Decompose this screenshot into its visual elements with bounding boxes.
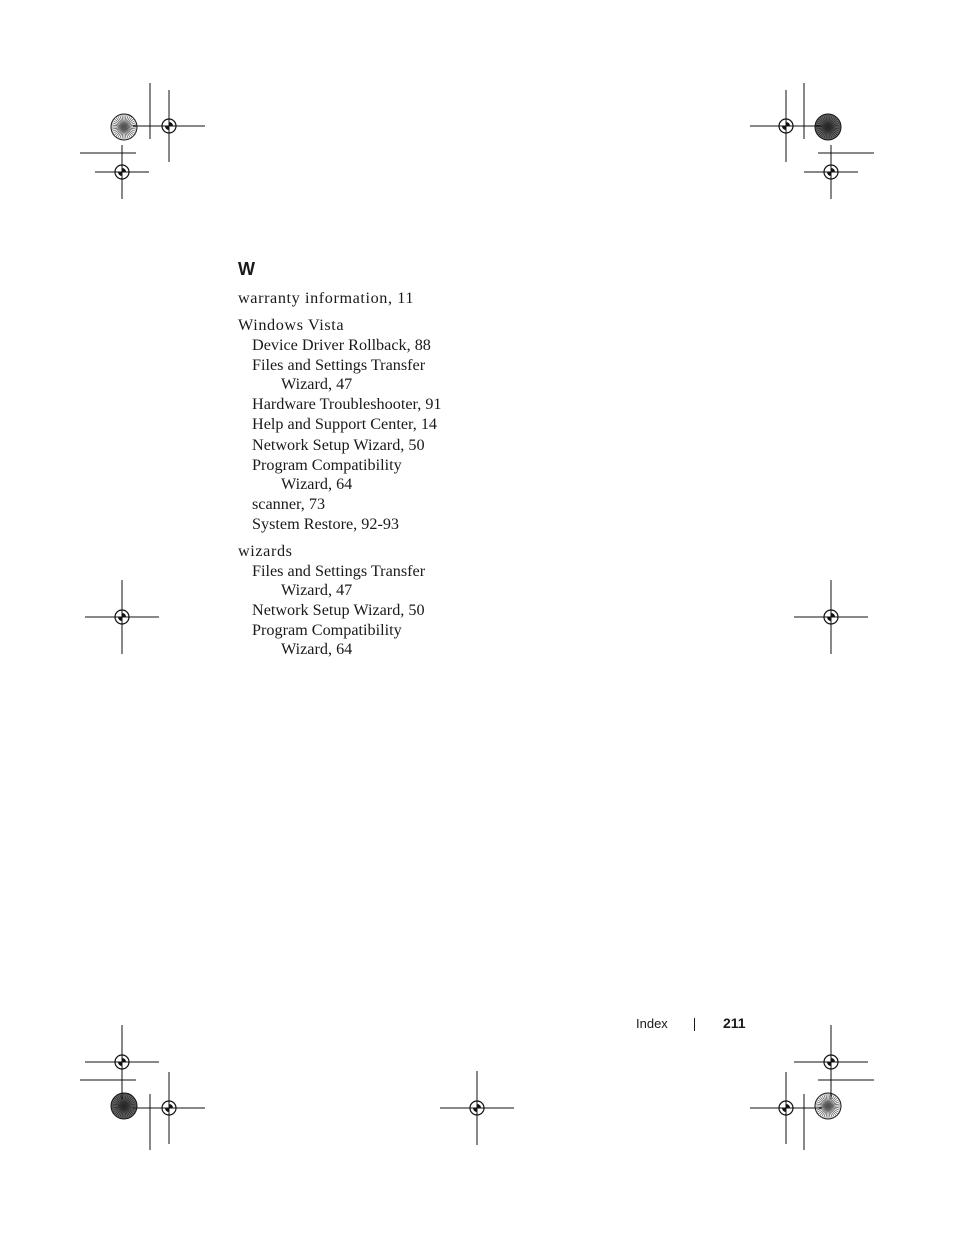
registration-target-icon [85, 1025, 159, 1099]
registration-target-icon [750, 1072, 822, 1144]
index-entry-warranty-information: warranty information, 11 [238, 289, 415, 307]
color-starburst-icon [111, 1093, 137, 1119]
registration-target-icon [85, 580, 159, 654]
index-entry-windows-vista: Windows Vista [238, 316, 345, 334]
registration-target-icon [133, 90, 205, 162]
index-subentry-continuation: Wizard, 47 [281, 375, 353, 393]
footer-divider [694, 1018, 695, 1031]
index-subentry-scanner: scanner, 73 [252, 495, 326, 513]
index-entry-wizards: wizards [238, 542, 293, 560]
index-subentry-continuation: Wizard, 47 [281, 581, 353, 599]
registration-target-icon [794, 580, 868, 654]
page-number: 211 [723, 1015, 746, 1031]
color-starburst-icon [815, 1093, 841, 1119]
color-starburst-icon [815, 114, 841, 140]
index-subentry-continuation: Wizard, 64 [281, 640, 353, 658]
index-section-letter: W [238, 259, 255, 279]
index-subentry-system-restore: System Restore, 92-93 [252, 515, 400, 533]
registration-target-icon [794, 1025, 868, 1099]
registration-target-icon [133, 1072, 205, 1144]
index-subentry-network-setup-wizard: Network Setup Wizard, 50 [252, 601, 425, 619]
index-subentry-files-settings-transfer: Files and Settings Transfer [252, 562, 426, 580]
index-subentry-files-settings-transfer: Files and Settings Transfer [252, 356, 426, 374]
index-subentry-device-driver-rollback: Device Driver Rollback, 88 [252, 336, 431, 354]
index-subentry-program-compatibility: Program Compatibility [252, 456, 402, 474]
footer-section-label: Index [636, 1016, 668, 1031]
index-subentry-network-setup-wizard: Network Setup Wizard, 50 [252, 436, 425, 454]
index-subentry-continuation: Wizard, 64 [281, 475, 353, 493]
index-subentry-help-support-center: Help and Support Center, 14 [252, 415, 438, 433]
registration-target-icon [750, 90, 822, 162]
index-subentry-hardware-troubleshooter: Hardware Troubleshooter, 91 [252, 395, 442, 413]
color-starburst-icon [111, 114, 137, 140]
index-subentry-program-compatibility: Program Compatibility [252, 621, 402, 639]
registration-target-icon [440, 1071, 514, 1145]
